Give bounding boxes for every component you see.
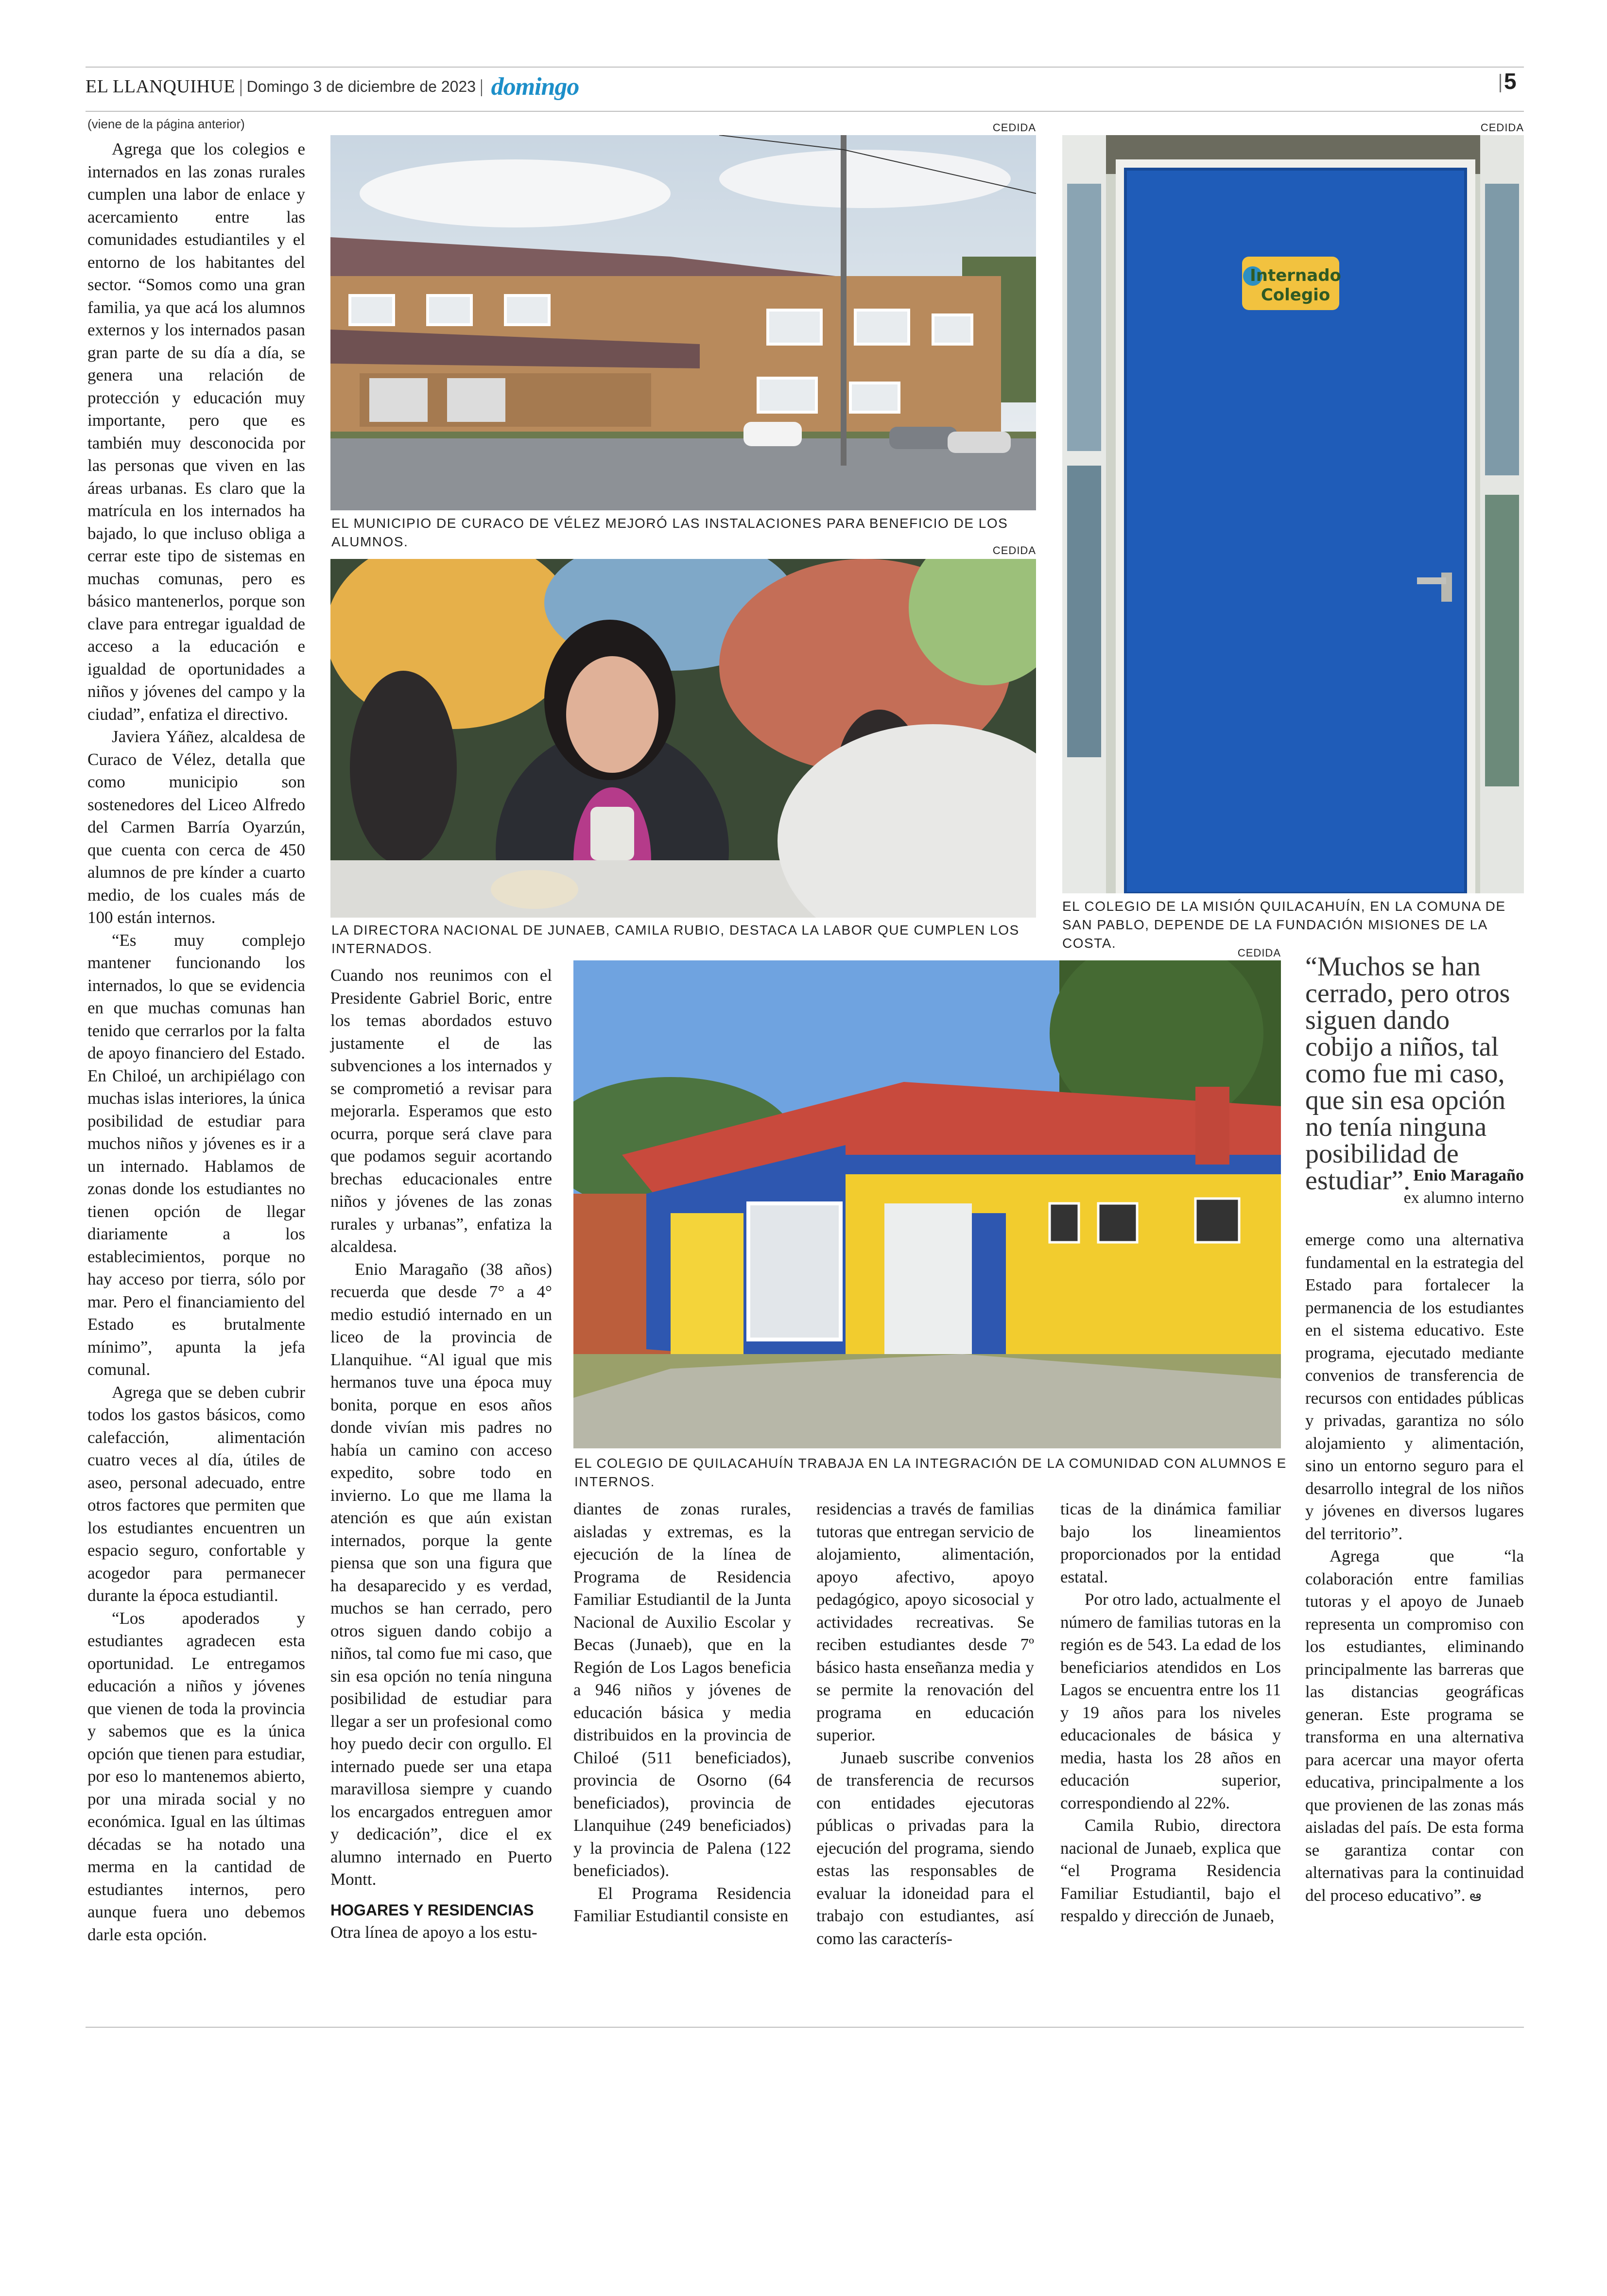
paragraph: Javiera Yáñez, alcaldesa de Curaco de Vélez, detalla que como municipio son sostenedores del Liceo Alfredo del Carmen Barría Oyarzún, que cuenta con cerca de 450 alumnos de pre kínder a cuarto medio, de los cuales más de 100 están internos. [87,727,305,927]
director-photo [330,559,1036,918]
header-rule-bottom [86,111,1524,112]
school-photo [573,960,1281,1448]
header-separator: | [479,76,484,97]
photo-credit: CEDIDA [992,122,1036,134]
building-photo-caption: EL MUNICIPIO DE CURACO DE VÉLEZ MEJORÓ LAS INSTALACIONES PARA BENEFICIO DE LOS ALUMNOS. [331,516,1008,549]
end-of-article-icon: ఆ [1469,1887,1482,1905]
article-column-4 [816,1498,1034,1950]
footer-rule [86,2027,1524,2028]
paragraph: diantes de zonas rurales, aisladas y extremas, es la ejecución de la línea de Programa de Residencia Familiar Estudiantil de la Junta Nacional de Auxilio Escolar y Becas (Junaeb), que en la Región de Los Lagos beneficia a 946 niños y jóvenes de educación básica y media distribuidos en la provincia de Chiloé (511 beneficiados), provincia de Osorno (64 beneficiados), provincia de Llanquihue (249 beneficiados) y la provincia de Palena (122 beneficiados). [573,1499,791,1880]
section-name: domingo [491,72,579,101]
door-sign-line2: Colegio [1261,285,1331,305]
page-header [86,72,579,101]
article-column-3 [573,1498,791,1928]
paragraph [1305,1545,1524,1908]
article-column-1 [87,138,305,1946]
paragraph: “Es muy complejo mantener funcionando los internados, lo que se evidencia en que muchas comunas han tenido que cerrarlos por la falta de apoyo financiero del Estado. En Chiloé, un archipiélago con muchas islas interiores, la única posibilidad de estudiar para muchos niños y jóvenes es ir a un internado. Hablamos de zonas donde los estudiantes no tienen opción de llegar diariamente a los establecimientos, porque no hay acceso por tierra, sólo por mar. Pero el financiamiento del Estado es brutalmente mínimo”, apunta la jefa comunal. [87,930,305,1379]
paragraph: “Los apoderados y estudiantes agradecen esta oportunidad. Le entregamos educación a niños y jóvenes que vienen de toda la provincia y sabemos que es la única opción que tienen para estudiar, por eso lo mantenemos abierto, por una mirada social y no económica. Igual en las últimas décadas se ha notado una merma en la cantidad de estudiantes internos, pero aunque fuera uno debemos darle esta opción. [87,1608,305,1944]
door-sign-line1: Internado [1250,266,1341,285]
issue-date: Domingo 3 de diciembre de 2023 [246,77,476,95]
page-number: 5 [1504,69,1517,94]
door-photo-caption: EL COLEGIO DE LA MISIÓN QUILACAHUÍN, EN LA COMUNA DE SAN PABLO, DEPENDE DE LA FUNDACIÓN MISIONES DE LA COSTA. [1062,899,1506,951]
subhead: HOGARES Y RESIDENCIAS [330,1901,534,1919]
pull-quote: “Muchos se han cerrado, pero otros siguen dando cobijo a niños, tal como fue mi caso, que sin esa opción no tenía ninguna posibilidad de estudiar”. [1305,952,1510,1196]
paragraph: emerge como una alternativa fundamental en la estrategia del Estado para fortalecer la permanencia de los estudiantes en el sistema educativo. Este programa, ejecutado mediante convenios de transferencia de recursos con entidades públicas y privadas, garantiza no sólo alojamiento y alimentación, sino un entorno seguro para el desarrollo integral de los niños y jóvenes en diversos lugares del territorio”. [1305,1230,1524,1543]
header-separator: | [239,76,243,97]
pull-quote-author: Enio Maragaño [1413,1166,1524,1184]
building-photo [330,135,1036,510]
school-photo-caption: EL COLEGIO DE QUILACAHUÍN TRABAJA EN LA INTEGRACIÓN DE LA COMUNIDAD CON ALUMNOS E INTERNOS. [574,1456,1287,1489]
paragraph: Por otro lado, actualmente el número de familias tutoras en la región es de 543. La edad de los beneficiarios atendidos en Los Lagos se encuentra entre los 11 y 19 años para los niveles educacionales de básica y media, hasta los 28 años en educación superior, correspondiendo al 22%. [1060,1590,1281,1812]
paper-name: EL LLANQUIHUE [86,76,235,97]
door-photo [1062,135,1524,893]
paragraph: Camila Rubio, directora nacional de Junaeb, explica que “el Programa Residencia Familiar Estudiantil, bajo el respaldo y dirección de Junaeb, [1060,1816,1281,1925]
continued-note: (viene de la página anterior) [87,117,245,131]
paragraph: Otra línea de apoyo a los estu- [330,1923,537,1942]
paragraph: Agrega que se deben cubrir todos los gastos básicos, como calefacción, alimentación cuatro veces al día, útiles de aseo, personal adecuado, entre otros factores que permiten que los estudiantes encuentren un espacio seguro, confortable y acogedor para permanecer durante la época estudiantil. [87,1382,305,1605]
paragraph: Agrega que los colegios e internados en las zonas rurales cumplen una labor de enlace y acercamiento entre las comunidades estudiantiles y el entorno de los habitantes del sector. “Somos como una gran familia, ya que acá los alumnos externos y los internados pasan gran parte de su día a día, se genera una relación de protección y educación muy importante, pero que es también muy desconocida por las personas que viven en las áreas urbanas. Es claro que la matrícula en los internados ha bajado, lo que incluso obliga a cerrar este tipo de sistemas en muchas comunas, pero es básico mantenerlos, porque son clave para entregar igualdad de acceso a la educación e igualdad de oportunidades a niños y jóvenes del campo y la ciudad”, enfatiza el directivo. [87,139,305,724]
article-column-2 [330,964,552,1944]
paragraph: Cuando nos reunimos con el Presidente Gabriel Boric, entre los temas abordados estuvo justamente el de las subvenciones a los internados y se comprometió a revisar para mejorarla. Esperamos que esto ocurra, porque será clave para que podamos seguir acortando brechas educacionales entre niños y jóvenes de las zonas rurales y urbanas”, enfatiza la alcaldesa. [330,966,552,1256]
paragraph-text: Agrega que “la colaboración entre familias tutoras y el apoyo de Junaeb representa un compromiso con los estudiantes, eliminando principalmente las barreras que las distancias geográficas generan. Este programa se transforma en una alternativa para acercar una mayor oferta educativa, principalmente a los que provienen de las zonas más aisladas del país. De esta forma se garantiza contar con alternativas para la continuidad del proceso educativo”. [1305,1547,1524,1905]
page-number-divider [1500,74,1501,92]
paragraph: residencias a través de familias tutoras que entregan servicio de alojamiento, alimentación, apoyo afectivo, apoyo pedagógico, apoyo sicosocial y actividades recreativas. Se reciben estudiantes desde 7º básico hasta enseñanza media y se permite la renovación del programa en educación superior. [816,1499,1034,1744]
paragraph: El Programa Residencia Familiar Estudiantil consiste en [573,1883,791,1925]
paragraph: ticas de la dinámica familiar bajo los lineamientos proporcionados por la entidad estatal. [1060,1499,1281,1586]
paragraph: Junaeb suscribe convenios de transferencia de recursos con entidades ejecutoras públicas o privadas para la ejecución del programa, siendo estas las responsables de evaluar la idoneidad para el trabajo con estudiantes, así como las caracterís- [816,1748,1034,1948]
photo-credit: CEDIDA [1237,947,1281,959]
article-column-6 [1305,1229,1524,1908]
photo-credit: CEDIDA [1480,122,1524,134]
photo-credit: CEDIDA [992,544,1036,557]
header-rule-top [86,67,1524,68]
paragraph: Enio Maragaño (38 años) recuerda que desde 7° a 4° medio estudió internado en un liceo de la provincia de Llanquihue. “Al igual que mis hermanos tuve una época muy bonita, porque en esos años donde vivían mis padres no había un camino con acceso expedito, sobre todo en invierno. Lo que me llama la atención es que aún existan internados, porque la gente piensa que son una figura que ha desaparecido y es verdad, muchos se han cerrado, pero otros siguen dando cobijo a niños, tal como fue mi caso, que sin esa opción no tenía ninguna posibilidad de estudiar para llegar a ser un profesional como hoy puedo decir con orgullo. El internado puede ser una etapa maravillosa siempre y cuando los encargados entreguen amor y dedicación”, dice el ex alumno internado en Puerto Montt. [330,1259,552,1889]
pull-quote-role: ex alumno interno [1403,1189,1524,1207]
director-photo-caption: LA DIRECTORA NACIONAL DE JUNAEB, CAMILA RUBIO, DESTACA LA LABOR QUE CUMPLEN LOS INTERNADOS. [331,922,1019,956]
article-column-5 [1060,1498,1281,1928]
